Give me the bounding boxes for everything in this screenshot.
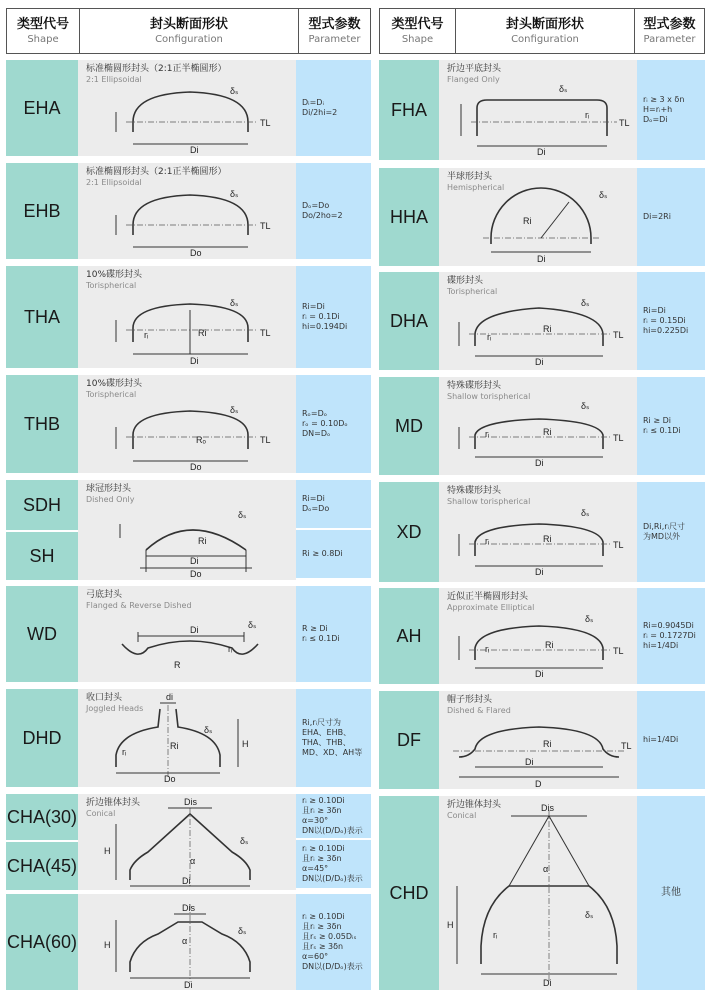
config-cell — [78, 60, 296, 156]
label-dis: Dis — [184, 797, 197, 807]
shape-code: DHD — [6, 689, 78, 787]
label-di: Di — [190, 356, 199, 366]
label-ri: Ri — [543, 427, 552, 437]
row-df — [379, 691, 705, 789]
config-subtitle: Torispherical — [86, 390, 137, 399]
label-tl: TL — [613, 330, 624, 340]
param-line: rᵢ ≤ 0.1Di — [643, 426, 681, 435]
param-line: THA、THB、 — [302, 738, 351, 747]
header-config-cn: 封头断面形状 — [505, 16, 584, 32]
param-cell — [637, 482, 705, 582]
label-delta: δₛ — [581, 508, 590, 518]
label-tl: TL — [613, 646, 624, 656]
config-cell — [439, 482, 637, 582]
config-title: 收口封头 — [86, 693, 123, 703]
param-line: α=60° — [302, 952, 329, 961]
header-param-en: Parameter — [643, 33, 696, 45]
label-di: Di — [535, 669, 544, 679]
label-di: Di — [537, 254, 546, 264]
fha-diagram — [439, 60, 637, 160]
header-shape-cn: 类型代号 — [391, 16, 444, 32]
param-line: 其他 — [661, 887, 681, 898]
param-line: Di/2hi=2 — [302, 108, 338, 117]
label-h: H — [242, 739, 249, 749]
param-line: rᵢ = 0.1Di — [302, 312, 340, 321]
param-cell — [296, 266, 371, 368]
param-line: rᵢ = 0.15Di — [643, 316, 686, 325]
wd-diagram — [78, 586, 296, 682]
param-line: 为MD以外 — [643, 532, 681, 541]
config-title: 10%碟形封头 — [86, 270, 143, 280]
label-tl: TL — [260, 221, 271, 231]
param-cell — [296, 689, 371, 787]
config-title: 折边锥体封头 — [447, 800, 502, 810]
right-table-header — [379, 8, 705, 54]
header-config — [456, 9, 635, 53]
param-line: hi=1/4Di — [643, 641, 679, 650]
param-line: hi=1/4Di — [643, 735, 679, 744]
config-title: 弓底封头 — [86, 590, 123, 600]
param-line: Ri ≥ 0.8Di — [302, 549, 343, 558]
config-subtitle: Hemispherical — [447, 183, 505, 192]
config-subtitle: Torispherical — [447, 287, 498, 296]
param-cell — [296, 840, 371, 888]
config-cell — [439, 691, 637, 789]
cha-diagram — [78, 794, 296, 890]
tha-diagram — [78, 266, 296, 368]
config-subtitle: Joggled Heads — [86, 704, 144, 713]
label-ri: Ri — [543, 534, 552, 544]
param-line: 且rₛ ≥ 0.05Dᵢₛ — [302, 932, 357, 941]
header-param — [635, 9, 704, 53]
label-delta: δₛ — [230, 405, 239, 415]
dhd-diagram — [78, 689, 296, 787]
param-line: Dₒ=Do — [302, 504, 330, 513]
param-line: MD、XD、AH等 — [302, 748, 363, 757]
header-shape — [7, 9, 80, 53]
header-config-en: Configuration — [155, 33, 223, 45]
param-line: R ≥ Di — [302, 624, 328, 633]
config-cell — [439, 168, 637, 266]
param-cell — [296, 375, 371, 473]
shape-code: MD — [379, 377, 439, 475]
label-ri-small: rᵢ — [144, 330, 149, 340]
config-title: 10%碟形封头 — [86, 379, 143, 389]
label-delta: δₛ — [581, 298, 590, 308]
label-ri: Ri — [543, 324, 552, 334]
param-line: hi=0.194Di — [302, 322, 348, 331]
label-ri: rᵢ — [228, 644, 233, 654]
label-tl: TL — [260, 328, 271, 338]
param-cell — [637, 60, 705, 160]
config-title: 特殊碟形封头 — [447, 381, 502, 391]
shape-code: THA — [6, 266, 78, 368]
config-cell — [78, 794, 296, 890]
label-h: H — [104, 940, 111, 950]
ah-diagram — [439, 588, 637, 684]
label-delta: δₛ — [585, 910, 594, 920]
header-param-cn: 型式参数 — [643, 16, 696, 32]
right-column — [379, 8, 705, 988]
header-shape-en: Shape — [401, 33, 434, 45]
label-delta: δₛ — [585, 614, 594, 624]
config-cell — [78, 689, 296, 787]
label-delta: δₛ — [248, 620, 257, 630]
config-title: 折边平底封头 — [447, 64, 502, 74]
header-shape-en: Shape — [27, 33, 59, 45]
label-dis: Dis — [541, 803, 554, 813]
label-di: Di — [525, 757, 534, 767]
label-ri: Ri — [523, 216, 532, 226]
config-cell — [78, 163, 296, 259]
eha-diagram — [78, 60, 296, 156]
param-line: Di=2Ri — [643, 212, 671, 221]
label-r: R — [174, 660, 181, 670]
param-line: EHA、EHB、 — [302, 728, 352, 737]
param-line: 且rₛ ≥ 3δn — [302, 942, 344, 951]
label-do: Do — [190, 569, 202, 579]
label-tl: TL — [613, 540, 624, 550]
label-ri: rᵢ — [493, 930, 498, 940]
param-split — [296, 480, 371, 580]
shape-code: DHA — [379, 272, 439, 370]
param-line: Ri=Di — [643, 306, 666, 315]
label-dis: Dis — [182, 903, 195, 913]
label-tl: TL — [260, 435, 271, 445]
row-eha — [6, 60, 371, 156]
label-delta: δₛ — [230, 86, 239, 96]
label-do: Do — [164, 774, 176, 784]
param-cell — [637, 377, 705, 475]
shape-code: XD — [379, 482, 439, 582]
label-delta: δₛ — [599, 190, 608, 200]
param-cell — [637, 588, 705, 684]
header-shape — [380, 9, 456, 53]
config-subtitle: 2:1 Ellipsoidal — [86, 75, 142, 84]
config-subtitle: Shallow torispherical — [447, 392, 531, 401]
config-cell — [439, 60, 637, 160]
config-title: 球冠形封头 — [86, 484, 132, 494]
header-config-en: Configuration — [511, 33, 579, 45]
label-ri: Ri — [545, 640, 554, 650]
param-line: DN以(D/Dₒ)表示 — [302, 962, 363, 971]
param-line: rᵢ ≥ 3 x δn — [643, 95, 685, 104]
config-subtitle: Flanged & Reverse Dished — [86, 601, 192, 610]
config-subtitle: 2:1 Ellipsoidal — [86, 178, 142, 187]
label-alpha: α — [190, 856, 196, 866]
row-ah — [379, 588, 705, 684]
shape-code: AH — [379, 588, 439, 684]
config-subtitle: Dished & Flared — [447, 706, 511, 715]
row-cha60 — [6, 894, 371, 990]
param-cell — [296, 60, 371, 156]
label-di: Di — [537, 147, 546, 157]
label-delta: δₛ — [238, 926, 247, 936]
config-subtitle: Torispherical — [86, 281, 137, 290]
param-line: Dₒ=Di — [643, 115, 668, 124]
label-ri-small: rᵢ — [485, 536, 490, 546]
shape-code: DF — [379, 691, 439, 789]
ehb-diagram — [78, 163, 296, 259]
param-line: DN=Dₒ — [302, 429, 331, 438]
label-di: Di — [190, 145, 199, 155]
label-tl: TL — [260, 118, 271, 128]
chd-diagram — [439, 796, 637, 990]
config-subtitle: Conical — [447, 811, 477, 820]
param-line: 且rᵢ ≥ 3δn — [302, 854, 342, 863]
param-line: rᵢ = 0.1727Di — [643, 631, 696, 640]
shape-code: SDH — [6, 480, 78, 532]
param-line: rₒ = 0.10Dₒ — [302, 419, 348, 428]
config-cell — [439, 377, 637, 475]
config-cell — [78, 375, 296, 473]
param-cell — [296, 163, 371, 259]
param-line: α=45° — [302, 864, 329, 873]
shape-code: EHB — [6, 163, 78, 259]
row-hha — [379, 168, 705, 266]
shape-code: EHA — [6, 60, 78, 156]
label-di: Di — [190, 556, 199, 566]
param-line: Ri ≥ Di — [643, 416, 671, 425]
config-title: 近似正半椭圆形封头 — [447, 592, 529, 602]
label-delta: δₛ — [240, 836, 249, 846]
param-line: Dᵢ=Dᵢ — [302, 98, 324, 107]
df-diagram — [439, 691, 637, 789]
row-cha30-45 — [6, 794, 371, 890]
label-ri-big: Ri — [198, 328, 207, 338]
label-delta: δₛ — [230, 189, 239, 199]
param-line: 且rᵢ ≥ 3δn — [302, 806, 342, 815]
label-tl: TL — [621, 741, 632, 751]
header-config-cn: 封头断面形状 — [149, 16, 228, 32]
row-tha — [6, 266, 371, 368]
md-diagram — [439, 377, 637, 475]
row-dha — [379, 272, 705, 370]
shape-code: CHA(45) — [6, 842, 78, 890]
label-ri-small: rᵢ — [487, 332, 492, 342]
row-sdh-sh — [6, 480, 371, 580]
thb-diagram — [78, 375, 296, 473]
config-cell — [439, 796, 637, 990]
param-line: Dₒ=Do — [302, 201, 330, 210]
config-subtitle: Shallow torispherical — [447, 497, 531, 506]
shape-code: THB — [6, 375, 78, 473]
label-ri: Ri — [543, 739, 552, 749]
row-chd — [379, 796, 705, 990]
config-subtitle: Flanged Only — [447, 75, 500, 84]
label-alpha: α — [543, 864, 549, 874]
sdh-diagram — [78, 480, 296, 580]
shape-code: WD — [6, 586, 78, 682]
cha60-diagram — [78, 894, 296, 990]
param-line: Ri=Di — [302, 494, 325, 503]
param-cell — [637, 168, 705, 266]
shape-code: FHA — [379, 60, 439, 160]
config-subtitle: Conical — [86, 809, 116, 818]
param-line: Ri=Di — [302, 302, 325, 311]
left-table-header — [6, 8, 371, 54]
config-cell — [439, 588, 637, 684]
hha-diagram — [439, 168, 637, 266]
param-line: hi=0.225Di — [643, 326, 689, 335]
label-delta: δₛ — [238, 510, 247, 520]
config-cell — [78, 894, 296, 990]
param-line: DN以(D/Dₒ)表示 — [302, 874, 363, 883]
header-param — [299, 9, 370, 53]
config-title: 碟形封头 — [447, 276, 484, 286]
param-line: Rₒ=Dₒ — [302, 409, 328, 418]
label-delta: δₛ — [559, 84, 568, 94]
config-title: 帽子形封头 — [447, 695, 493, 705]
label-di: Di — [184, 980, 193, 990]
label-ri-small: rᵢ — [485, 644, 490, 654]
shape-split — [6, 480, 78, 580]
config-title: 标准椭圆形封头（2:1正半椭圆形） — [86, 64, 227, 74]
shape-split — [6, 794, 78, 890]
param-cell — [637, 796, 705, 990]
row-thb — [6, 375, 371, 473]
dha-diagram — [439, 272, 637, 370]
label-ri-small: rᵢ — [122, 747, 127, 757]
param-line: DN以(D/Dₒ)表示 — [302, 826, 363, 835]
label-tl: TL — [619, 118, 630, 128]
param-cell — [637, 272, 705, 370]
label-delta: δₛ — [230, 298, 239, 308]
row-fha — [379, 60, 705, 160]
label-d: D — [535, 779, 542, 789]
config-cell — [78, 586, 296, 682]
param-line: rᵢ ≥ 0.10Di — [302, 844, 345, 853]
config-title: 半球形封头 — [447, 172, 493, 182]
param-cell — [296, 794, 371, 840]
config-subtitle: Approximate Elliptical — [447, 603, 535, 612]
param-line: α=30° — [302, 816, 329, 825]
param-line: Do/2ho=2 — [302, 211, 343, 220]
param-line: H=rᵢ+h — [643, 105, 673, 114]
row-wd — [6, 586, 371, 682]
param-split — [296, 794, 371, 890]
label-di: Di — [535, 567, 544, 577]
param-cell — [637, 691, 705, 789]
row-xd — [379, 482, 705, 582]
param-line: rᵢ ≥ 0.10Di — [302, 912, 345, 921]
label-ri-small: rᵢ — [485, 429, 490, 439]
label-ri: Ri — [170, 741, 179, 751]
left-column — [6, 8, 371, 990]
param-line: rᵢ ≥ 0.10Di — [302, 796, 345, 805]
shape-code: CHD — [379, 796, 439, 990]
label-h: H — [104, 846, 111, 856]
row-dhd — [6, 689, 371, 787]
label-do: Do — [190, 248, 202, 258]
shape-code: SH — [6, 532, 78, 580]
label-ri: rᵢ — [585, 110, 590, 120]
param-line: Ri,rᵢ尺寸为 — [302, 718, 342, 727]
label-di: Di — [182, 876, 191, 886]
shape-code: HHA — [379, 168, 439, 266]
label-delta: δₛ — [581, 401, 590, 411]
label-delta: δₛ — [204, 725, 213, 735]
param-cell — [296, 530, 371, 578]
label-alpha: α — [182, 936, 188, 946]
param-line: 且rᵢ ≥ 3δn — [302, 922, 342, 931]
param-line: Di,Ri,rᵢ尺寸 — [643, 522, 685, 531]
param-cell — [296, 894, 371, 990]
shape-code: CHA(60) — [6, 894, 78, 990]
param-line: Ri=0.9045Di — [643, 621, 694, 630]
label-di: Di — [543, 978, 552, 988]
config-title: 特殊碟形封头 — [447, 486, 502, 496]
label-ri: Ri — [198, 536, 207, 546]
label-ro: Rₒ — [196, 435, 206, 445]
header-shape-cn: 类型代号 — [16, 16, 69, 32]
xd-diagram — [439, 482, 637, 582]
label-h: H — [447, 920, 454, 930]
label-di: Di — [190, 625, 199, 635]
header-config — [80, 9, 299, 53]
label-di: Di — [535, 357, 544, 367]
config-cell — [439, 272, 637, 370]
config-cell — [78, 480, 296, 580]
header-param-en: Parameter — [308, 33, 361, 45]
param-line: rᵢ ≤ 0.1Di — [302, 634, 340, 643]
config-title: 标准椭圆形封头（2:1正半椭圆形） — [86, 167, 227, 177]
label-do: Do — [190, 462, 202, 472]
param-cell — [296, 586, 371, 682]
row-ehb — [6, 163, 371, 259]
param-cell — [296, 480, 371, 530]
label-di-small: di — [166, 692, 174, 702]
shape-code: CHA(30) — [6, 794, 78, 842]
label-di: Di — [535, 458, 544, 468]
label-tl: TL — [613, 433, 624, 443]
header-param-cn: 型式参数 — [308, 16, 361, 32]
row-md — [379, 377, 705, 475]
config-subtitle: Dished Only — [86, 495, 135, 504]
config-title: 折边锥体封头 — [86, 798, 141, 808]
config-cell — [78, 266, 296, 368]
